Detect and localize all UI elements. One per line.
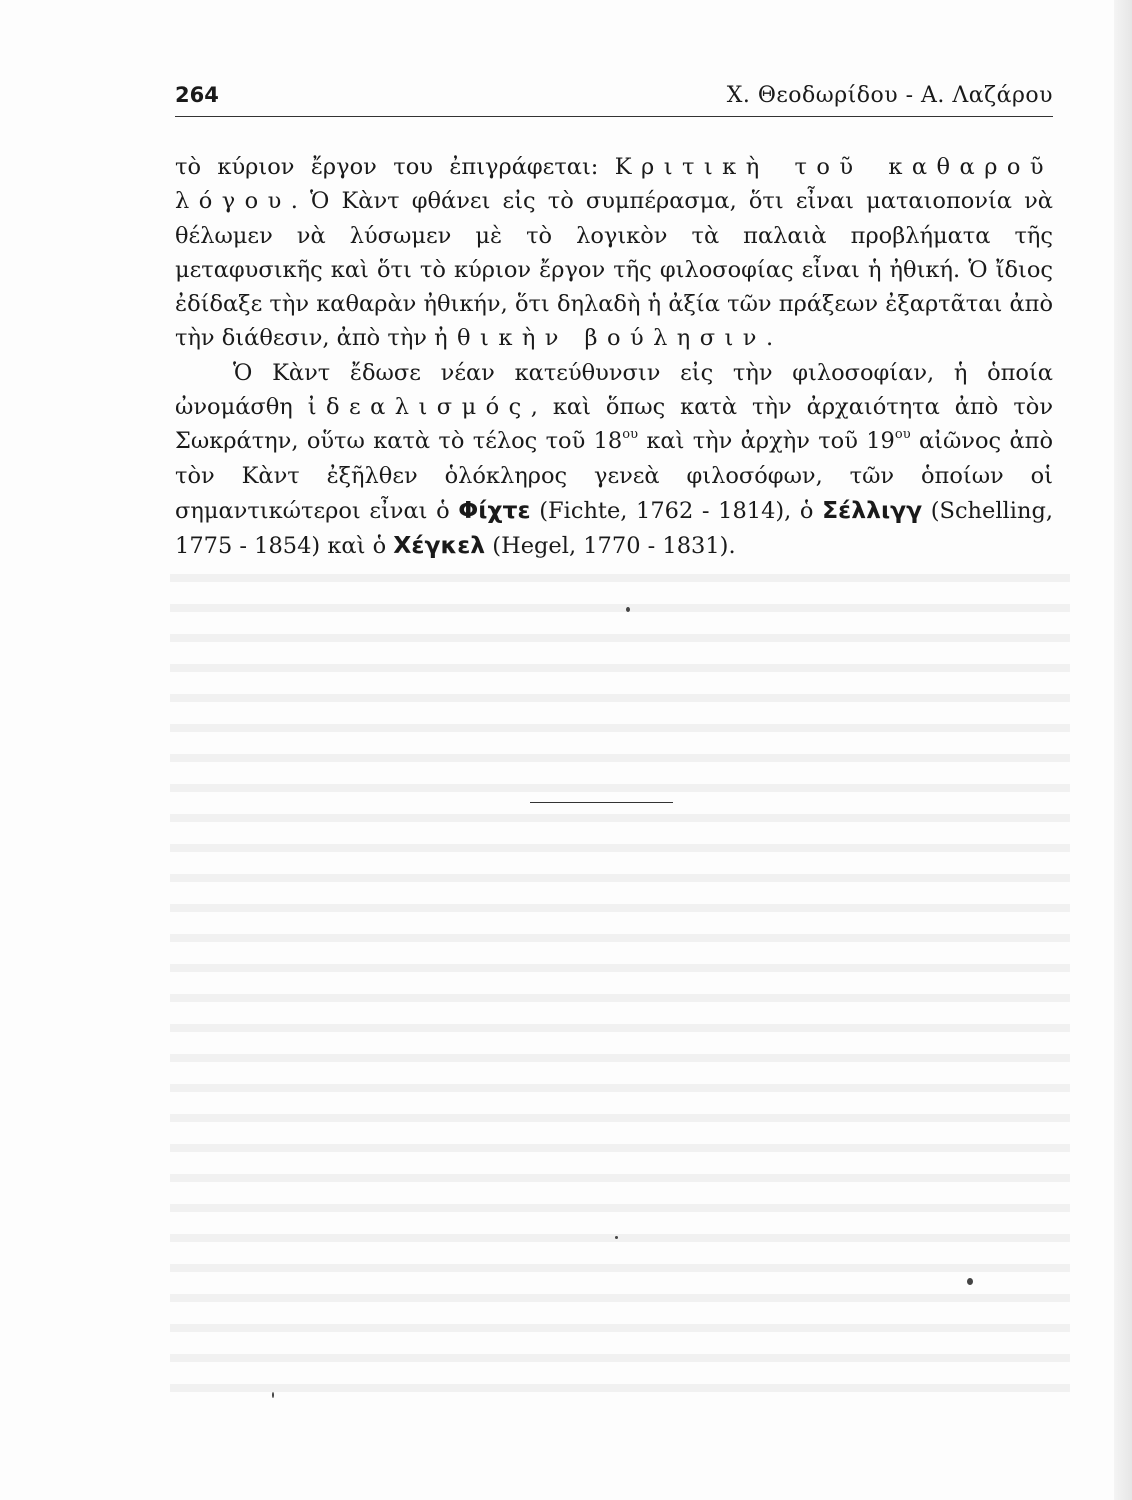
text-run: (Schelling, 1775 - 1854) καὶ ὁ <box>175 497 1054 560</box>
spaced-term-idealism: ἰδεαλισμός <box>307 394 531 421</box>
running-head: Χ. Θεοδωρίδου - Α. Λαζάρου <box>726 83 1053 108</box>
paragraph-2 <box>175 356 1053 564</box>
bleed-through-shadow <box>170 560 1070 1410</box>
page-number: 264 <box>175 83 219 107</box>
ink-speck <box>626 607 630 612</box>
name-schelling: Σέλλιγγ <box>822 495 923 524</box>
section-end-rule <box>530 802 673 803</box>
name-hegel: Χέγκελ <box>393 531 486 560</box>
text-run: καὶ τὴν ἀρχὴν τοῦ 19 <box>637 428 895 455</box>
text-run: (Hegel, 1770 - 1831). <box>485 533 736 560</box>
ink-speck <box>967 1278 973 1285</box>
text-run: Ὁ Κὰντ ἔδωσε νέαν κατεύθυνσιν εἰς τὴν φιλοσοφίαν, ἡ ὁποία ὠνομάσθη <box>175 359 1053 421</box>
text-run: . <box>765 325 774 352</box>
spaced-term-moral-will: ἠθικὴν βούλησιν <box>434 325 766 352</box>
text-run: τὸ κύριον ἔργον του ἐπιγράφεται: <box>175 154 615 180</box>
page-edge-shadow <box>1114 0 1132 1500</box>
paragraph-1 <box>175 150 1053 356</box>
page-header <box>175 80 1053 117</box>
body-text <box>175 150 1053 564</box>
name-fichte: Φίχτε <box>458 495 531 524</box>
text-run: αἰῶνος ἀπὸ τὸν Κὰντ ἐξῆλθεν ὁλόκληρος γενεὰ φιλοσόφων, τῶν ὁποίων οἱ σημαντικώτεροι εἶναι ὁ <box>175 428 1053 524</box>
superscript-ordinal: ου <box>622 426 638 442</box>
ink-speck <box>615 1236 618 1239</box>
text-run: (Fichte, 1762 - 1814), ὁ <box>530 497 823 524</box>
spaced-title-critique: Κριτικὴ τοῦ καθαροῦ λόγου <box>175 154 1053 215</box>
text-run: , καὶ ὅπως κατὰ τὴν ἀρχαιότητα ἀπὸ τὸν Σωκράτην, οὕτω κατὰ τὸ τέλος τοῦ 18 <box>175 394 1053 455</box>
superscript-ordinal: ου <box>894 426 911 442</box>
ink-speck <box>272 1392 274 1398</box>
text-run: . Ὁ Κὰντ φθάνει εἰς τὸ συμπέρασμα, ὅτι εἶναι ματαιοπονία νὰ θέλωμεν νὰ λύσωμεν μὲ τὸ λογικὸν τὰ παλαιὰ προβλήματα τῆς μεταφυσικῆς καὶ ὅτι τὸ κύριον ἔργον τῆς φιλοσοφίας εἶναι ἡ ἠθική. Ὁ ἴδιος ἐδίδαξε τὴν καθαρὰν ἠθικήν, ὅτι δηλαδὴ ἡ ἀξία τῶν πράξεων ἐξαρτᾶται ἀπὸ τὴν διάθεσιν, ἀπὸ τὴν <box>175 188 1053 352</box>
